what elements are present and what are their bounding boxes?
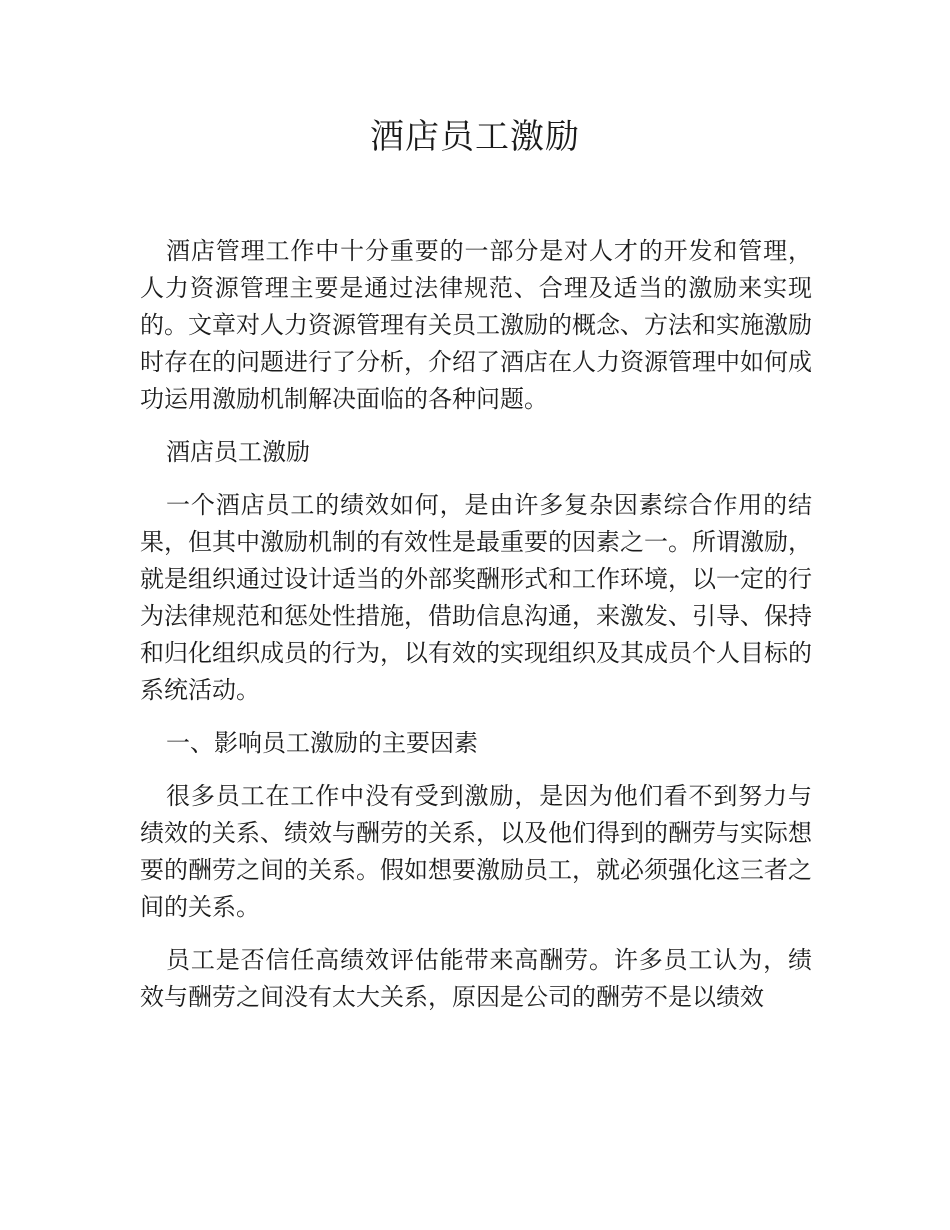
section-heading-main-factors: 一、影响员工激励的主要因素 bbox=[166, 729, 478, 757]
paragraph-trust: 员工是否信任高绩效评估能带来高酬劳。许多员工认为，绩效与酬劳之间没有太大关系，原因是公司的酬劳不是以绩效 bbox=[140, 946, 812, 1011]
document-body bbox=[140, 233, 812, 1032]
paragraph-definition: 一个酒店员工的绩效如何，是由许多复杂因素综合作用的结果，但其中激励机制的有效性是最重要的因素之一。所谓激励，就是组织通过设计适当的外部奖酬形式和工作环境，以一定的行为法律规范和惩处性措施，借助信息沟通，来激发、引导、保持和归化组织成员的行为，以有效的实现组织及其成员个人目标的系统活动。 bbox=[140, 491, 812, 704]
paragraph-intro: 酒店管理工作中十分重要的一部分是对人才的开发和管理，人力资源管理主要是通过法律规范、合理及适当的激励来实现的。文章对人力资源管理有关员工激励的概念、方法和实施激励时存在的问题进行了分析，介绍了酒店在人力资源管理中如何成功运用激励机制解决面临的各种问题。 bbox=[140, 237, 812, 413]
document-title: 酒店员工激励 bbox=[370, 117, 580, 157]
paragraph-factors: 很多员工在工作中没有受到激励，是因为他们看不到努力与绩效的关系、绩效与酬劳的关系，以及他们得到的酬劳与实际想要的酬劳之间的关系。假如想要激励员工，就必须强化这三者之间的关系。 bbox=[140, 782, 812, 921]
section-heading-hotel-staff-incentive: 酒店员工激励 bbox=[166, 438, 310, 466]
